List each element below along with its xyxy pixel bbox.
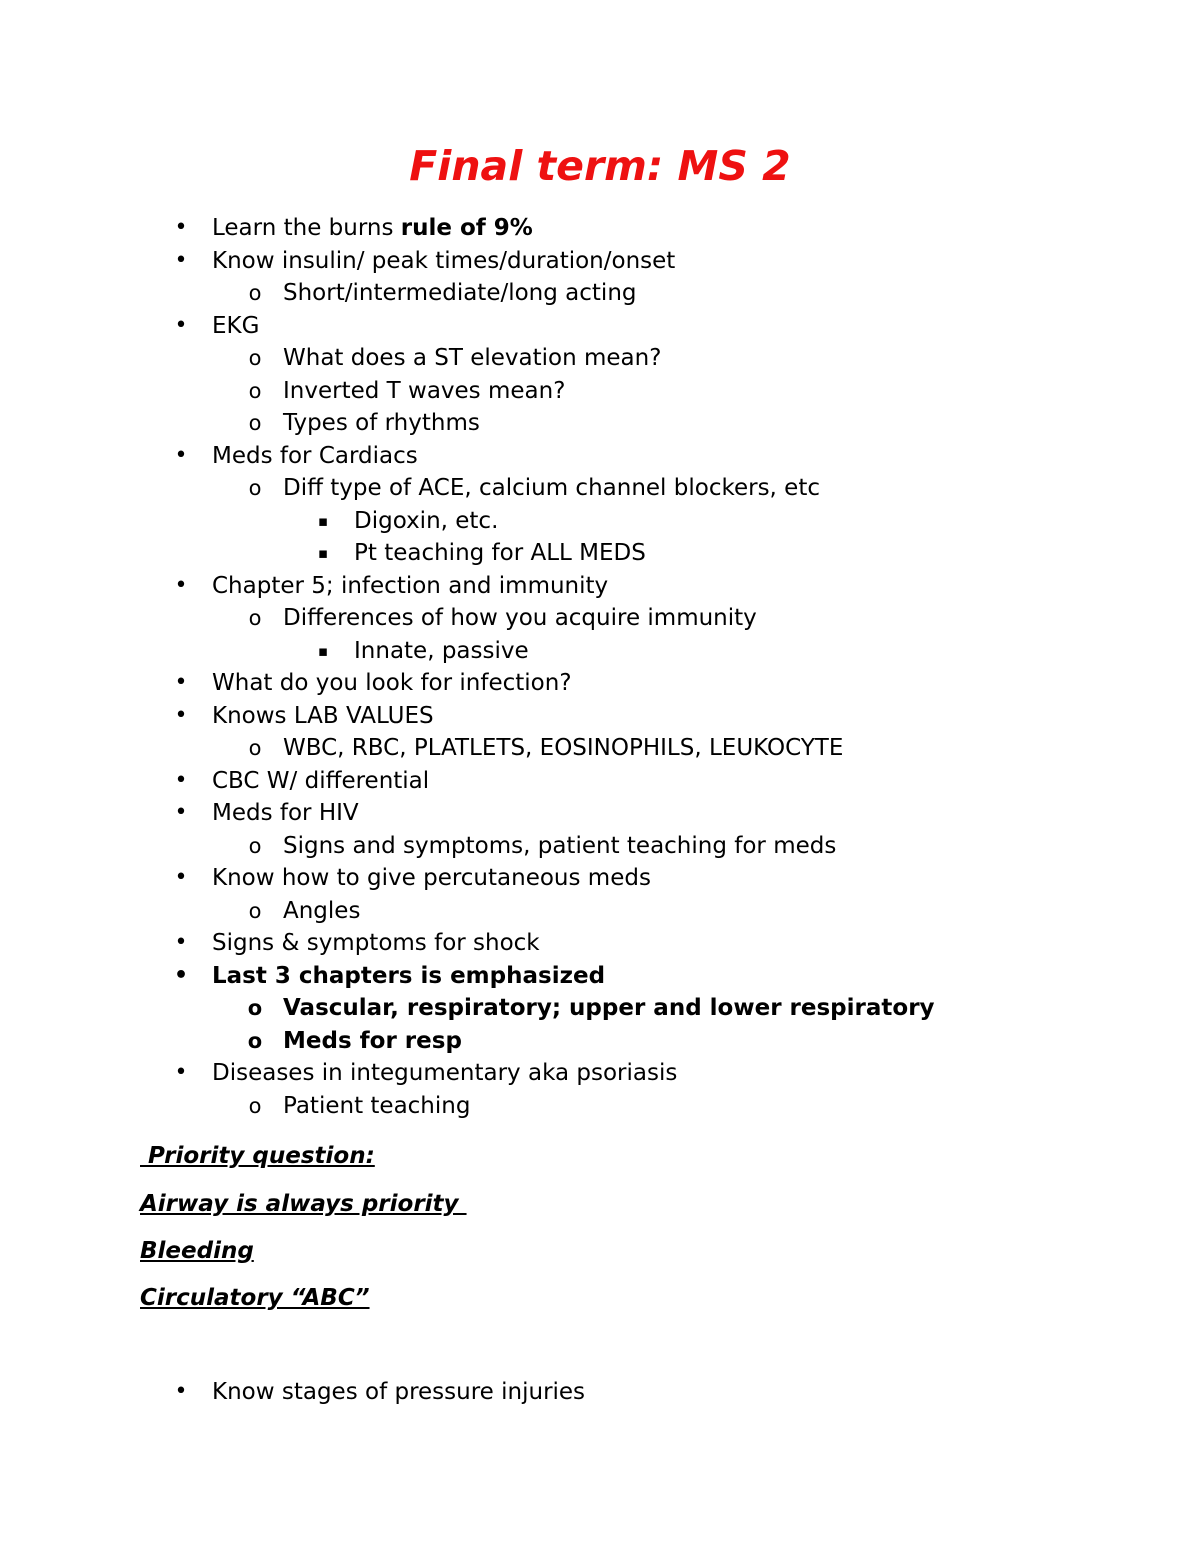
- list-item-main-text: Innate, passive: [354, 637, 529, 664]
- list-item-text: [354, 505, 498, 538]
- circle-bullet-icon: o: [248, 898, 262, 923]
- list-item-main-text: Signs and symptoms, patient teaching for meds: [283, 832, 837, 859]
- list-item-text: [212, 440, 418, 473]
- list-item: [0, 1376, 1200, 1409]
- list-item-main-text: What does a ST elevation mean?: [283, 345, 662, 371]
- list-item: [0, 700, 1200, 733]
- list-item: [0, 342, 1200, 375]
- list-item-text: [212, 667, 572, 700]
- circle-bullet-icon: o: [248, 833, 262, 858]
- list-item-text: [283, 992, 935, 1025]
- list-item: [0, 1057, 1200, 1090]
- list-item: [0, 245, 1200, 278]
- list-item-main-text: Knows LAB VALUES: [212, 702, 434, 729]
- list-item: [0, 960, 1200, 993]
- circle-bullet-icon: o: [248, 476, 262, 500]
- list-item: [0, 1025, 1200, 1058]
- bullet-icon: •: [174, 1060, 188, 1085]
- list-item-text: [283, 1025, 462, 1058]
- list-item: [0, 440, 1200, 473]
- outline-list: [0, 212, 1200, 1122]
- circle-bullet-icon: o: [247, 996, 263, 1020]
- bullet-icon: •: [174, 800, 188, 825]
- list-item: [0, 635, 1200, 668]
- list-item-main-text: WBC, RBC, PLATLETS, EOSINOPHILS, LEUKOCYTE: [283, 735, 844, 761]
- list-item-text: [283, 342, 661, 375]
- list-item: [0, 992, 1200, 1025]
- bullet-icon: •: [173, 962, 189, 988]
- list-item-main-text: Signs & symptoms for shock: [212, 930, 540, 956]
- bullet-icon: •: [174, 442, 188, 468]
- list-item-main-text: Know how to give percutaneous meds: [212, 865, 651, 891]
- list-item-text: [212, 862, 651, 895]
- list-item-main-text: Short/intermediate/long acting: [283, 280, 637, 306]
- square-bullet-icon: ▪: [317, 641, 329, 660]
- circle-bullet-icon: o: [248, 346, 262, 370]
- list-item-main-text: Meds for Cardiacs: [212, 442, 418, 469]
- list-item: [0, 602, 1200, 635]
- list-item: [0, 927, 1200, 960]
- circle-bullet-icon: o: [247, 1028, 263, 1053]
- list-item: [0, 537, 1200, 570]
- bullet-icon: •: [174, 670, 188, 695]
- square-bullet-icon: ▪: [317, 511, 329, 530]
- priority-airway: Airway is always priority: [140, 1191, 467, 1217]
- list-item-text: [212, 927, 540, 960]
- list-item: [0, 895, 1200, 928]
- list-item-emphasis: rule of 9%: [400, 215, 533, 241]
- list-item-text: [212, 212, 533, 245]
- list-item-main-text: Last 3 chapters is emphasized: [212, 962, 606, 989]
- list-item: [0, 797, 1200, 830]
- list-item-main-text: Diseases in integumentary aka psoriasis: [212, 1060, 678, 1086]
- list-item: [0, 505, 1200, 538]
- list-item: [0, 407, 1200, 440]
- list-item-text: [212, 960, 605, 993]
- list-item: [0, 212, 1200, 245]
- list-item: [0, 732, 1200, 765]
- list-item: [0, 830, 1200, 863]
- list-item-main-text: Meds for resp: [283, 1027, 462, 1054]
- list-item: [0, 667, 1200, 700]
- list-item-text: [212, 797, 359, 830]
- list-item-main-text: Angles: [283, 897, 361, 924]
- list-item-text: [212, 1057, 677, 1090]
- bullet-icon: •: [174, 865, 188, 890]
- bullet-icon: •: [174, 215, 188, 240]
- bullet-icon: •: [174, 767, 188, 793]
- list-item: [0, 1090, 1200, 1123]
- priority-heading: Priority question:: [140, 1143, 375, 1169]
- bullet-icon: •: [174, 247, 188, 273]
- list-item-text: [283, 407, 480, 440]
- page-title: Final term: MS 2: [409, 142, 791, 190]
- list-item-main-text: Know insulin/ peak times/duration/onset: [212, 247, 676, 274]
- square-bullet-icon: ▪: [317, 544, 329, 562]
- list-item-main-text: What do you look for infection?: [212, 670, 572, 696]
- list-item-main-text: Types of rhythms: [283, 410, 480, 436]
- list-item-text: [283, 602, 757, 635]
- list-item: [0, 472, 1200, 505]
- list-item: [0, 862, 1200, 895]
- list-item-text: [354, 635, 529, 668]
- list-item: [0, 570, 1200, 603]
- circle-bullet-icon: o: [248, 1093, 262, 1118]
- list-item: [0, 765, 1200, 798]
- list-item-text: [283, 1090, 470, 1123]
- circle-bullet-icon: o: [248, 378, 262, 403]
- circle-bullet-icon: o: [248, 606, 262, 630]
- circle-bullet-icon: o: [248, 736, 262, 760]
- priority-bleeding: Bleeding: [140, 1238, 254, 1264]
- list-item-main-text: Inverted T waves mean?: [283, 377, 566, 404]
- list-item: [0, 375, 1200, 408]
- list-item-text: [283, 472, 820, 505]
- list-item-text: Know stages of pressure injuries: [212, 1379, 586, 1405]
- list-item-text: [212, 570, 608, 603]
- list-item-text: [283, 830, 836, 863]
- list-item-main-text: Digoxin, etc.: [354, 507, 499, 534]
- list-item-text: [283, 895, 360, 928]
- list-item-main-text: Meds for HIV: [212, 800, 359, 826]
- list-item-main-text: Learn the burns: [212, 215, 401, 241]
- list-item: [0, 277, 1200, 310]
- list-item-main-text: Vascular, respiratory; upper and lower respiratory: [283, 995, 935, 1021]
- list-item-main-text: Differences of how you acquire immunity: [283, 605, 757, 631]
- list-item-text: [283, 732, 843, 765]
- list-item-text: [212, 310, 259, 343]
- bullet-icon: •: [174, 572, 188, 598]
- list-item-text: [354, 537, 646, 570]
- list-item-text: [212, 700, 434, 733]
- bullet-icon: •: [174, 312, 188, 338]
- list-item-main-text: Diff type of ACE, calcium channel blockers, etc: [283, 475, 820, 501]
- list-item-main-text: CBC W/ differential: [212, 767, 430, 794]
- bullet-icon: •: [174, 930, 188, 955]
- bullet-icon: •: [174, 702, 188, 728]
- list-item-text: [212, 765, 429, 798]
- circle-bullet-icon: o: [248, 411, 262, 435]
- circle-bullet-icon: o: [248, 281, 262, 305]
- list-item-main-text: EKG: [212, 312, 260, 339]
- list-item-main-text: Patient teaching: [283, 1092, 471, 1119]
- priority-circulatory: Circulatory “ABC”: [140, 1285, 370, 1311]
- list-item: [0, 310, 1200, 343]
- list-item-text: [212, 245, 675, 278]
- list-item-text: [283, 375, 565, 408]
- bullet-icon: •: [174, 1379, 188, 1404]
- list-item-main-text: Chapter 5; infection and immunity: [212, 572, 609, 599]
- list-item-main-text: Pt teaching for ALL MEDS: [354, 540, 646, 566]
- list-item-text: [283, 277, 637, 310]
